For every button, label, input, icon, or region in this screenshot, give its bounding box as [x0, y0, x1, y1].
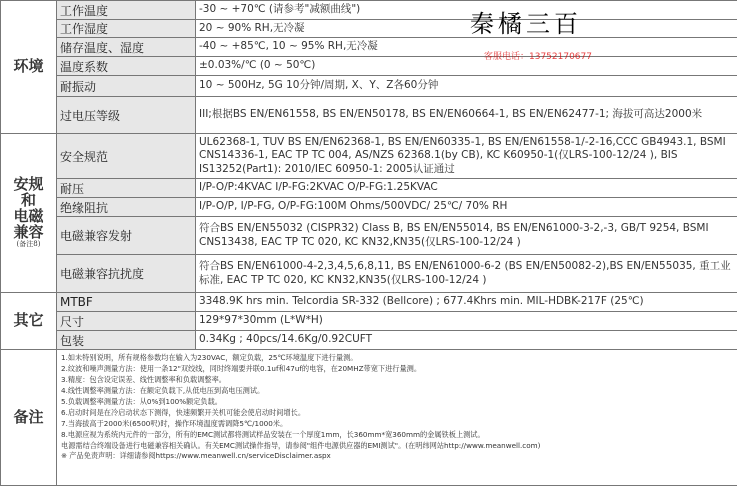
- section-title: 其它: [13, 311, 44, 330]
- row-label: 包装: [57, 331, 196, 350]
- spec-row: [1, 312, 737, 331]
- spec-row: [1, 179, 737, 198]
- section-notes-label: 备注: [1, 350, 57, 486]
- notes-row: [1, 350, 737, 486]
- note-line: 4.线性调整率测量方法：在额定负载下,从低电压到高电压测试。: [61, 385, 265, 395]
- row-value: 129*97*30mm (L*W*H): [196, 312, 737, 331]
- row-label: 储存温度、湿度: [57, 38, 196, 57]
- note-line: 1.如未特别说明，所有规格参数均在输入为230VAC，额定负载，25℃环境温度下进行量测。: [61, 353, 358, 362]
- row-label: 耐振动: [57, 76, 196, 97]
- note-line: ※ 产品免责声明：详细请参阅https://www.meanwell.cn/serviceDisclaimer.aspx: [61, 451, 331, 461]
- watermark-phone: 客服电话：13752170677: [484, 52, 592, 62]
- section-safety-emc-label: [1, 134, 57, 293]
- row-label: 过电压等级: [57, 97, 196, 134]
- row-label: 电磁兼容发射: [57, 217, 196, 255]
- row-value: III;根据BS EN/EN61558, BS EN/EN50178, BS EN/EN60664-1, BS EN/EN62477-1; 海拔可高达2000米: [196, 97, 737, 134]
- note-line: 6.启动时间是在冷启动状态下测得，快速频繁开关机可能会使启动时间增长。: [61, 407, 306, 417]
- note-line: 电源需结合终端设备进行电磁兼容相关确认。有关EMC测试操作指导，请参阅"组件电源供应器的EMI测试"。(在明纬网站http://www.meanwell.com): [61, 440, 541, 450]
- spec-row: [1, 97, 737, 134]
- row-label: 耐压: [57, 179, 196, 198]
- notes-list: [57, 350, 737, 486]
- row-value: I/P-O/P, I/P-FG, O/P-FG:100M Ohms/500VDC/ 25℃/ 70% RH: [196, 198, 737, 217]
- row-label: 工作温度: [57, 1, 196, 20]
- section-environment-label: [1, 1, 57, 134]
- watermark-title: 秦橘三百: [470, 10, 582, 38]
- spec-row: [1, 198, 737, 217]
- row-value: I/P-O/P:4KVAC I/P-FG:2KVAC O/P-FG:1.25KVAC: [196, 179, 737, 198]
- spec-row: [1, 217, 737, 255]
- spec-row: [1, 134, 737, 179]
- row-value: 10 ~ 500Hz, 5G 10分钟/周期, X、Y、Z各60分钟: [196, 76, 737, 97]
- row-label: 工作湿度: [57, 20, 196, 38]
- section-note: (备注8): [16, 240, 41, 249]
- note-line: 8.电源应视为系统内元件的一部分，所有的EMC测试都将测试样品安装在一个厚度1mm，长360mm*宽360mm的金属铁板上测试。: [61, 429, 485, 439]
- note-line: 5.负载调整率测量方法：从0%到100%额定负载。: [61, 396, 222, 406]
- row-value: 符合BS EN/EN55032 (CISPR32) Class B, BS EN/EN55014, BS EN/EN61000-3-2,-3, GB/T 9254, BSMI CNS13438, EAC TP TC 020, KC KN32,KN35(仅LRS-100-12/24 ): [196, 217, 737, 255]
- spec-row: [1, 38, 737, 57]
- spec-row: [1, 57, 737, 76]
- note-line: 3.精度：包含设定误差、线性调整率和负载调整率。: [61, 374, 226, 384]
- row-value: -30 ~ +70℃ (请参考"减额曲线"): [196, 1, 737, 20]
- note-line: 7.当海拔高于2000米(6500呎)时，操作环境温度需调降5℃/1000米。: [61, 418, 288, 428]
- row-value: ±0.03%/℃ (0 ~ 50℃): [196, 57, 737, 76]
- row-value: 符合BS EN/EN61000-4-2,3,4,5,6,8,11, BS EN/EN61000-6-2 (BS EN/EN50082-2),BS EN/EN55035, 重工业标准, EAC TP TC 020, KC KN32,KN35(仅LRS-100-12/24 ): [196, 255, 737, 293]
- note-line: 2.纹波和噪声测量方法：使用一条12"双绞线，同时终端要并联0.1uf和47uf的电容，在20MHZ带宽下进行量测。: [61, 363, 422, 373]
- row-label: 温度系数: [57, 57, 196, 76]
- section-title: 安规 和 电磁 兼容: [13, 175, 44, 241]
- row-label: 安全规范: [57, 134, 196, 179]
- row-value: 0.34Kg ; 40pcs/14.6Kg/0.92CUFT: [196, 331, 737, 350]
- row-label: MTBF: [57, 293, 196, 312]
- row-value: UL62368-1, TUV BS EN/EN62368-1, BS EN/EN60335-1, BS EN/EN61558-1/-2-16,CCC GB4943.1, BSMI CNS14336-1, EAC TP TC 004, AS/NZS 62368.1(by CB), KC K60950-1(仅LRS-100-12/24 ), BIS IS13252(Part1): 2010/IEC 60950-1: 2005认证通过: [196, 134, 737, 179]
- spec-row: [1, 76, 737, 97]
- spec-row: [1, 20, 737, 38]
- section-title: 环境: [13, 57, 44, 76]
- spec-row: [1, 255, 737, 293]
- row-label: 绝缘阻抗: [57, 198, 196, 217]
- spec-row: [1, 293, 737, 312]
- section-others-label: [1, 293, 57, 350]
- row-label: 电磁兼容抗扰度: [57, 255, 196, 293]
- row-value: 3348.9K hrs min. Telcordia SR-332 (Bellcore) ; 677.4Khrs min. MIL-HDBK-217F (25℃): [196, 293, 737, 312]
- row-value: 20 ~ 90% RH,无冷凝: [196, 20, 737, 38]
- spec-row: [1, 331, 737, 350]
- spec-row: [1, 1, 737, 20]
- row-label: 尺寸: [57, 312, 196, 331]
- row-value: -40 ~ +85℃, 10 ~ 95% RH,无冷凝: [196, 38, 737, 57]
